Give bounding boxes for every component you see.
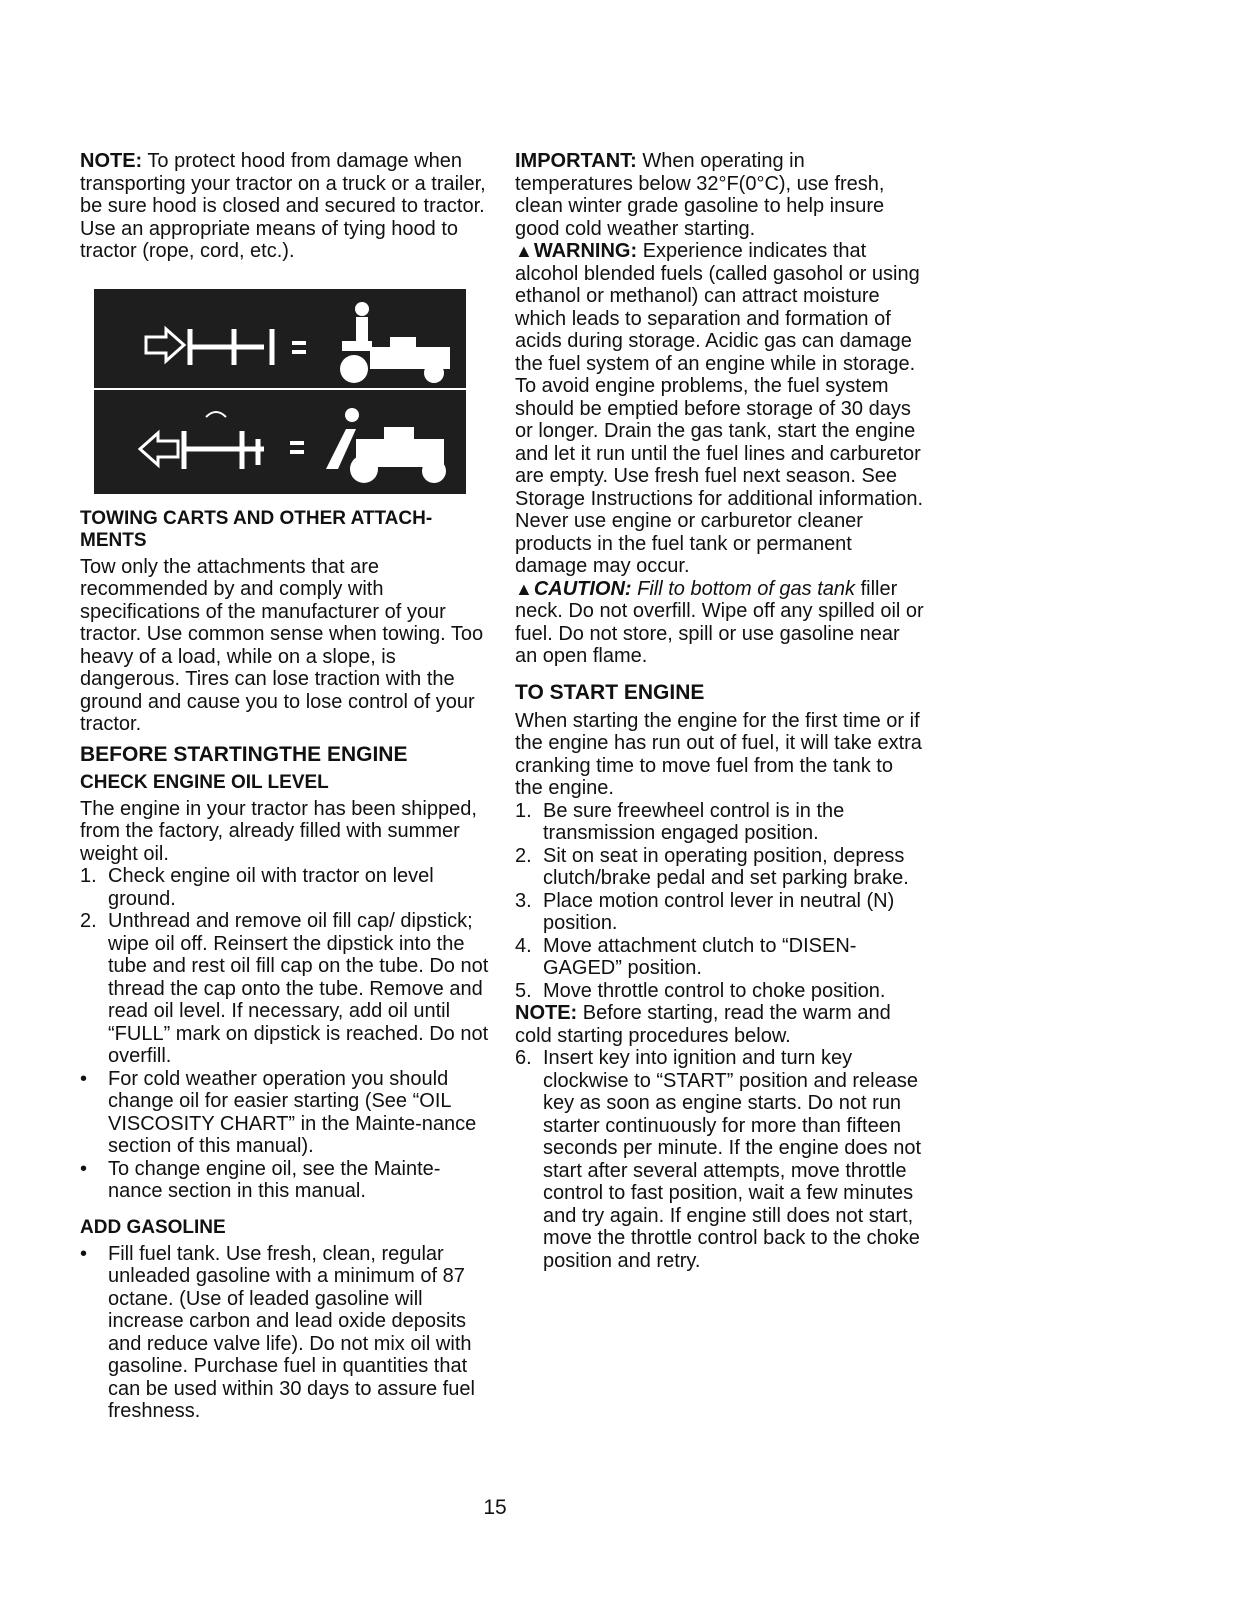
hood-note <box>80 150 490 263</box>
list-item: 2. Unthread and remove oil fill cap/ dipstick; wipe oil off. Reinsert the dipstick into the tube and rest oil fill cap on the tube. Do not thread the cap onto the tube. Remove and read oil level. If necessary, add oil until “FULL” mark on dipstick is reached. Do not overfill. <box>80 910 489 1067</box>
check-oil-bullets <box>80 1068 490 1203</box>
list-item: • Fill fuel tank. Use fresh, clean, regular unleaded gasoline with a minimum of 87 octane. (Use of leaded gasoline will increase carbon and lead oxide deposits and reduce valve life). Do not mix oil with gasoline. Purchase fuel in quantities that can be used within 30 days to assure fuel freshness. <box>80 1242 475 1422</box>
list-item: 1. Check engine oil with tractor on level ground. <box>80 865 434 910</box>
warning-label: WARNING: <box>533 240 638 262</box>
to-start-engine-heading: TO START ENGINE <box>515 680 705 704</box>
note-label: NOTE: <box>80 150 143 172</box>
list-item: 6. Insert key into ignition and turn key clockwise to “START” position and release key as soon as engine starts. Do not run starter continuously for more than fifteen seconds per minute. If the engine does not start after several attempts, move throttle control to fast position, wait a few minutes and try again. If engine still does not start, move the throttle control back to the choke position and retry. <box>515 1047 922 1272</box>
warning-note: ▲WARNING: Experience indicates that alcohol blended fuels (called gasohol or using ethanol or methanol) can attract moisture which leads to separation and formation of acids during storage. Acidic gas can damage the fuel system of an engine while in storage. To avoid engine problems, the fuel system should be emptied before storage of 30 days or longer. Drain the gas tank, start the engine and let it run until the fuel lines and carburetor are empty. Use fresh fuel next season. See Storage Instructions for additional information. Never use engine or carburetor cleaner products in the fuel tank or permanent damage may occur. <box>515 240 923 577</box>
note-text: To protect hood from damage when transporting your tractor on a truck or a trailer, be sure hood is closed and secured to tractor. Use an appropriate means of tying hood to tractor (rope, cord, etc.). <box>80 150 486 262</box>
warning-triangle-icon: ▲ <box>515 241 533 261</box>
list-item: • To change engine oil, see the Mainte-nance section in this manual. <box>80 1157 441 1202</box>
list-item: • For cold weather operation you should change oil for easier starting (See “OIL VISCOSITY CHART” in the Mainte-nance section of this manual). <box>80 1067 477 1157</box>
left-column <box>80 150 490 1423</box>
right-column <box>515 150 925 1272</box>
note-label: NOTE: <box>515 1002 578 1024</box>
start-steps-continued <box>515 1047 925 1272</box>
list-item: 5. Move throttle control to choke position. <box>515 979 886 1002</box>
list-item: 3. Place motion control lever in neutral (N) position. <box>515 889 895 934</box>
list-item: 2. Sit on seat in operating position, depress clutch/brake pedal and set parking brake. <box>515 844 909 889</box>
before-starting-heading: BEFORE STARTINGTHE ENGINE <box>80 742 408 766</box>
towing-heading: TOWING CARTS AND OTHER ATTACH-MENTS <box>80 507 433 551</box>
caution-label: CAUTION: <box>533 577 632 600</box>
towing-pictogram-graphic <box>94 289 466 494</box>
list-item: 4. Move attachment clutch to “DISEN-GAGED” position. <box>515 934 857 979</box>
page-number: 15 <box>483 1496 507 1519</box>
tractor-icon <box>340 302 450 383</box>
check-oil-heading: CHECK ENGINE OIL LEVEL <box>80 771 329 793</box>
towing-pictogram <box>94 289 466 494</box>
start-intro: When starting the engine for the first time or if the engine has run out of fuel, it will take extra cranking time to move fuel from the tank to the engine. <box>515 709 922 799</box>
check-oil-steps <box>80 865 490 1068</box>
caution-note: ▲CAUTION: Fill to bottom of gas tank filler neck. Do not overfill. Wipe off any spilled oil or fuel. Do not store, spill or use gasoline near an open flame. <box>515 577 924 667</box>
forward-hitch-icon <box>146 329 184 361</box>
reverse-hitch-icon <box>140 433 178 465</box>
gasoline-bullets <box>80 1243 490 1423</box>
add-gasoline-heading: ADD GASOLINE <box>80 1216 226 1238</box>
list-item: 1. Be sure freewheel control is in the transmission engaged position. <box>515 799 845 844</box>
start-steps <box>515 800 925 1003</box>
warning-triangle-icon: ▲ <box>515 578 533 599</box>
check-oil-intro: The engine in your tractor has been shipped, from the factory, already filled with summer weight oil. <box>80 797 477 865</box>
start-note: NOTE: Before starting, read the warm and cold starting procedures below. <box>515 1002 891 1047</box>
important-note: IMPORTANT: When operating in temperatures below 32°F(0°C), use fresh, clean winter grade gasoline to help insure good cold weather starting. <box>515 150 885 240</box>
important-label: IMPORTANT: <box>515 150 637 172</box>
towing-text: Tow only the attachments that are recommended by and comply with specifications of the manufacturer of your tractor. Use common sense when towing. Too heavy of a load, while on a slope, is dangerous. Tires can lose traction with the ground and cause you to lose control of your tractor. <box>80 555 484 735</box>
